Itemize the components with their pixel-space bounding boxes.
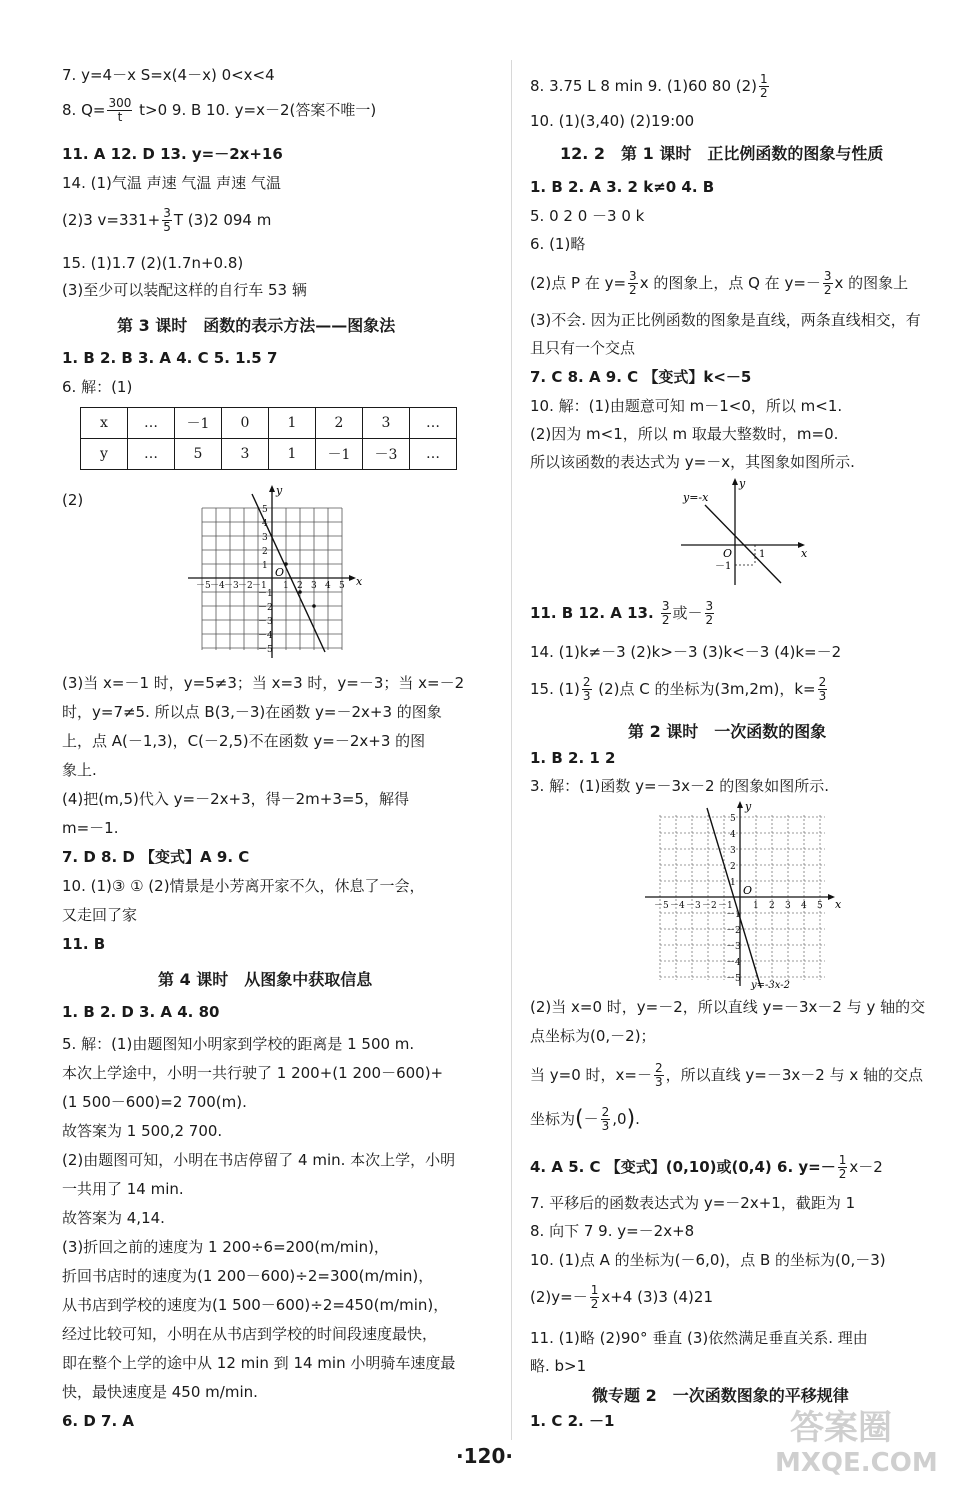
answer-line: 10. (1)③ ① (2)情景是小芳离开家不久，休息了一会， [62,877,425,895]
answer-line: 14. (1)k≠－3 (2)k>－3 (3)k<－3 (4)k=－2 [530,643,842,661]
answer-line: 11. (1)略 (2)90° 垂直 (3)依然满足垂直关系. 理由 [530,1329,868,1347]
svg-text:1: 1 [283,581,289,591]
fraction: $\frac{2}{3}$ [818,675,827,703]
svg-text:1: 1 [262,561,268,571]
answer-line: 1. B 2. A 3. 2 k≠0 4. B [530,178,715,196]
answer-line: (2)当 x=0 时，y=－2，所以直线 y=－3x－2 与 y 轴的交 [530,998,926,1016]
answer-line: (3)至少可以装配这样的自行车 53 辆 [62,281,307,299]
answer-line: 8. 向下 7 9. y=－2x+8 [530,1222,695,1240]
svg-text:3: 3 [262,533,268,543]
answer-line: 11. B 12. A 13. $\frac{3}{2}$ 或－ $\frac{3}{2}$ [530,599,714,627]
answer-line: 经过比较可知，小明在从书店到学校的时间段速度最快， [62,1325,438,1343]
svg-text:5: 5 [730,814,736,824]
answer-line: 当 y=0 时，x=－ $\frac{2}{3}$ ，所以直线 y=－3x－2 与 x 轴的交点 [530,1061,923,1089]
table-row: x … －1 0 1 2 3 … [81,408,457,439]
svg-text:1: 1 [753,901,759,911]
answer-line: 6. D 7. A [62,1412,134,1430]
svg-text:4: 4 [730,830,736,840]
fraction: $\frac{3}{5}$ [163,206,171,234]
graph-y-neg2x-plus-3 [182,480,422,665]
answer-line: (2)由题图可知，小明在书店停留了 4 min. 本次上学，小明 [62,1151,456,1169]
answer-line: 一共用了 14 min. [62,1180,184,1198]
answer-line: 11. A 12. D 13. y=－2x+16 [62,145,283,163]
svg-text:－1: －1 [718,901,733,911]
x-axis-label: x [801,547,808,560]
svg-text:5: 5 [262,505,268,515]
answer-line: (3)当 x=－1 时，y=5≠3；当 x=3 时，y=－3；当 x=－2 [62,674,465,692]
answer-line: 1. B 2. 1 2 [530,749,616,767]
value-table [80,407,457,470]
fraction: $\frac{1}{2}$ [590,1283,599,1311]
svg-text:2: 2 [297,581,303,591]
answer-line: (2)点 P 在 y= $\frac{3}{2}$ x 的图象上，点 Q 在 y=－ $\frac{3}{2}$ x 的图象上 [530,269,909,297]
svg-text:4: 4 [262,519,268,529]
watermark-logo: 答案圈 [790,1408,892,1448]
y-axis-label: y [745,800,752,813]
svg-text:－4: －4 [258,631,273,641]
tick-label: －1 [715,561,732,572]
answer-line: 3. 解：(1)函数 y=－3x－2 的图象如图所示. [530,777,830,795]
svg-text:3: 3 [785,901,791,911]
svg-text:－2: －2 [258,603,273,613]
tick-label: 1 [759,549,766,560]
answer-line: 故答案为 4,14. [62,1209,165,1227]
svg-text:－1: －1 [258,589,273,599]
svg-text:－1: －1 [252,581,267,591]
answer-line: 坐标为(－ $\frac{2}{3}$ ,0). [530,1105,640,1133]
answer-line: 从书店到学校的速度为(1 500－600)÷2=450(m/min)， [62,1296,449,1314]
svg-text:2: 2 [262,547,268,557]
origin-label: O [275,566,285,579]
svg-text:3: 3 [311,581,317,591]
answer-line: 6. 解：(1) [62,378,133,396]
answer-line: m=－1. [62,819,119,837]
fraction: $\frac{2}{3}$ [582,675,591,703]
x-axis-label: x [356,575,363,588]
svg-text:－1: －1 [726,910,741,920]
answer-line: 10. 解：(1)由题意可知 m－1<0，所以 m<1. [530,397,843,415]
graph-y-neg-x [675,475,815,590]
section-heading: 第 3 课时 函数的表示方法——图象法 [117,316,396,335]
answer-line: 7. 平移后的函数表达式为 y=－2x+1，截距为 1 [530,1194,856,1212]
svg-text:5: 5 [817,901,823,911]
svg-text:－4: －4 [210,581,225,591]
svg-text:2: 2 [730,862,736,872]
answer-line: 1. B 2. D 3. A 4. 80 [62,1003,220,1021]
answer-line: (2)3 v=331+ $\frac{3}{5}$ T (3)2 094 m [62,206,272,234]
answer-line: 略. b>1 [530,1357,587,1375]
svg-text:4: 4 [801,901,807,911]
page-number: ·120· [456,1444,513,1468]
answer-line: (2)y=－ $\frac{1}{2}$ x+4 (3)3 (4)21 [530,1283,713,1311]
watermark-url: MXQE.COM [775,1448,938,1478]
answer-line: 14. (1)气温 声速 气温 声速 气温 [62,174,281,192]
answer-line: 上，点 A(－1,3)，C(－2,5)不在函数 y=－2x+3 的图 [62,732,426,750]
svg-text:－3: －3 [258,617,273,627]
answer-line: 7. y=4－x S=x(4－x) 0<x<4 [62,66,275,84]
fraction: $\frac{2}{3}$ [654,1061,663,1089]
answer-line: 4. A 5. C 【变式】(0,10)或(0,4) 6. y=－ $\frac{1}{2}$ x－2 [530,1153,883,1181]
y-tick-labels [726,814,741,984]
answer-line: 又走回了家 [62,906,138,924]
svg-text:3: 3 [730,846,736,856]
answer-line: 5. 0 2 0 －3 0 k [530,207,645,225]
x-axis-label: x [835,898,842,911]
svg-text:－4: －4 [670,901,685,911]
svg-text:5: 5 [339,581,345,591]
answer-line: 即在整个上学的途中从 12 min 到 14 min 小明骑车速度最 [62,1354,456,1372]
answer-line: 点坐标为(0,－2)； [530,1027,656,1045]
answer-line: 且只有一个交点 [530,339,636,357]
section-heading: 12. 2 第 1 课时 正比例函数的图象与性质 [560,144,884,163]
answer-line: 所以该函数的表达式为 y=－x，其图象如图所示. [530,453,855,471]
section-heading: 微专题 2 一次函数图象的平移规律 [592,1386,849,1405]
answer-line: 8. Q= $\frac{300}{t}$ t>0 9. B 10. y=x－2(答案不唯一) [62,96,377,124]
answer-line: (3)折回之前的速度为 1 200÷6=200(m/min)， [62,1238,389,1256]
svg-text:－3: －3 [224,581,239,591]
answer-line: 本次上学途中，小明一共行驶了 1 200+(1 200－600)+ [62,1064,444,1082]
line-label: y=-3x-2 [751,980,790,990]
svg-text:－3: －3 [686,901,701,911]
line-label: y=-x [683,491,709,504]
y-axis-label: y [739,477,746,490]
fraction: $\frac{1}{2}$ [838,1153,847,1181]
answer-line: 7. C 8. A 9. C 【变式】k<－5 [530,368,752,386]
fraction: $\frac{3}{2}$ [629,269,637,297]
fraction: $\frac{3}{2}$ [705,599,714,627]
svg-text:－2: －2 [702,901,717,911]
answer-line: 15. (1)1.7 (2)(1.7n+0.8) [62,254,244,272]
graph-y-neg3x-minus-2 [635,800,845,990]
answer-line: 7. D 8. D 【变式】A 9. C [62,848,250,866]
svg-text:2: 2 [769,901,775,911]
svg-text:－2: －2 [238,581,253,591]
fraction: $\frac{1}{2}$ [760,72,768,100]
answer-line: (2)因为 m<1，所以 m 取最大整数时，m=0. [530,425,839,443]
answer-line: 象上. [62,761,97,779]
origin-label: O [723,547,733,560]
answer-line: 1. B 2. B 3. A 4. C 5. 1.5 7 [62,349,278,367]
svg-text:－3: －3 [726,942,741,952]
answer-line: 5. 解：(1)由题图知小明家到学校的距离是 1 500 m. [62,1035,415,1053]
fraction: $\frac{300}{t}$ [108,96,132,124]
answer-line: (3)不会. 因为正比例函数的图象是直线，两条直线相交，有 [530,311,921,329]
y-tick-labels [258,505,273,655]
svg-text:4: 4 [325,581,331,591]
answer-line: 11. B [62,935,106,953]
answer-line: (2) [62,491,84,509]
table-row: y … 5 3 1 －1 －3 … [81,439,457,470]
svg-text:－5: －5 [258,645,273,655]
svg-text:－5: －5 [196,581,211,591]
origin-label: O [743,884,753,897]
answer-line: 10. (1)(3,40) (2)19:00 [530,112,695,130]
answer-line: 快，最快速度是 450 m/min. [62,1383,258,1401]
answer-line: 时，y=7≠5. 所以点 B(3,－3)在函数 y=－2x+3 的图象 [62,703,442,721]
svg-text:－5: －5 [726,974,741,984]
answer-line: (1 500－600)=2 700(m). [62,1093,247,1111]
section-heading: 第 2 课时 一次函数的图象 [628,722,827,741]
svg-text:－4: －4 [726,958,741,968]
answer-line: 1. C 2. －1 [530,1412,615,1430]
section-heading: 第 4 课时 从图象中获取信息 [158,970,373,989]
fraction: $\frac{2}{3}$ [601,1105,610,1133]
svg-text:1: 1 [730,878,736,888]
answer-line: 8. 3.75 L 8 min 9. (1)60 80 (2) $\frac{1}{2}$ [530,72,768,100]
svg-text:－2: －2 [726,926,741,936]
answer-line: 故答案为 1 500,2 700. [62,1122,223,1140]
fraction: $\frac{3}{2}$ [661,599,670,627]
y-axis-label: y [276,484,283,497]
svg-text:－5: －5 [654,901,669,911]
answer-line: (4)把(m,5)代入 y=－2x+3，得－2m+3=5，解得 [62,790,410,808]
fraction: $\frac{3}{2}$ [823,269,832,297]
column-divider [511,60,512,1440]
answer-line: 15. (1) $\frac{2}{3}$ (2)点 C 的坐标为(3m,2m)，k= $\frac{2}{3}$ [530,675,827,703]
answer-line: 6. (1)略 [530,235,586,253]
answer-line: 折回书店时的速度为(1 200－600)÷2=300(m/min)， [62,1267,434,1285]
answer-line: 10. (1)点 A 的坐标为(－6,0)，点 B 的坐标为(0,－3) [530,1251,886,1269]
